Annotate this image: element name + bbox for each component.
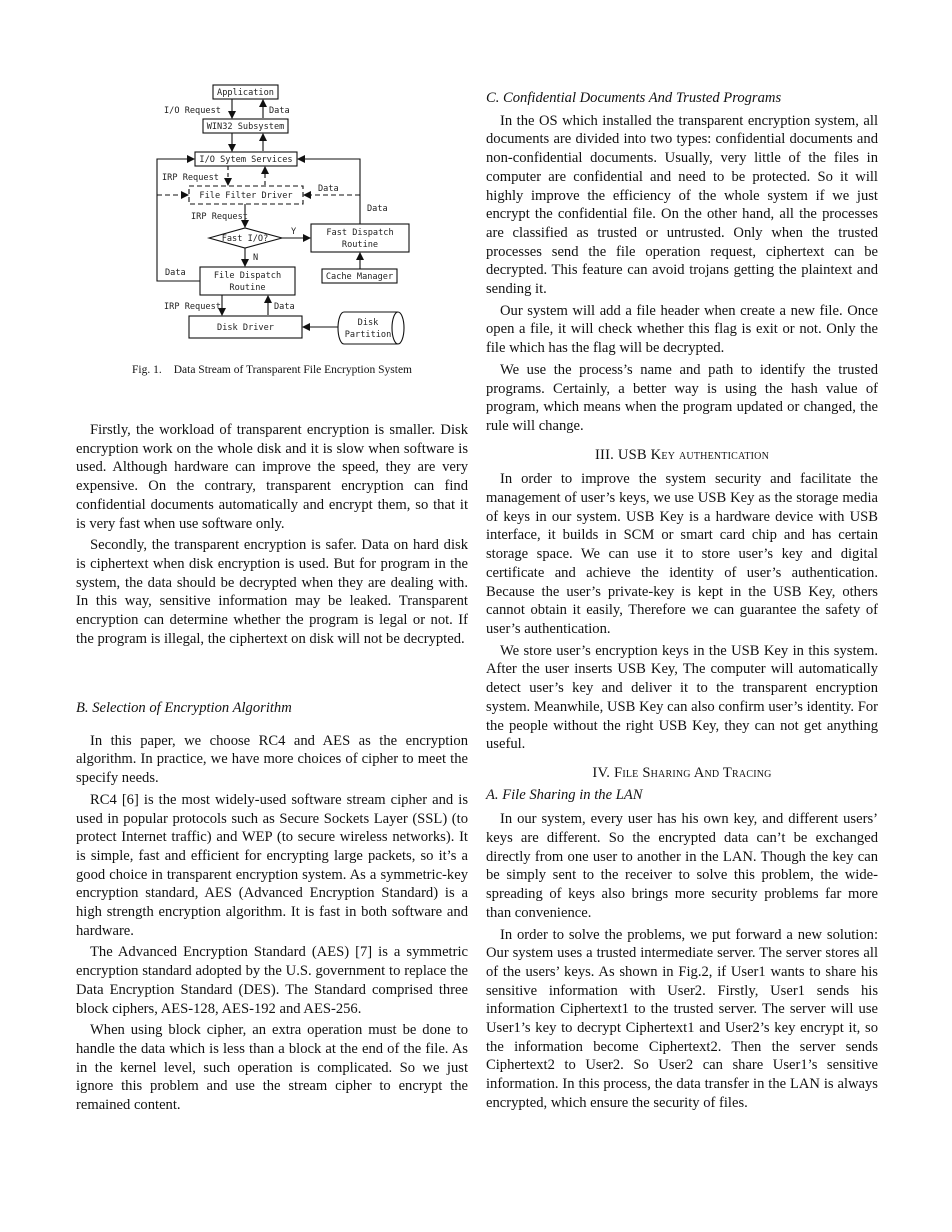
figure-caption (76, 364, 468, 376)
figure-caption-number: Fig. 1. (132, 364, 162, 376)
disk-driver-label: Disk Driver (217, 323, 274, 333)
paragraph: In the OS which installed the transparent encryption system, all documents are divided into two types: confidential documents and non-confidential documents. Usually, very little of the files in computer are confidential and need to be protected. So it will highly improve the efficiency of the whole system if we just encrypt the confidential file. On the other hand, all the processes are classified as trusted or untrusted. Only when the trusted processes send the file operation request, ciphertext can be decrypted. This feature can avoid trojans getting the plaintext and sending it. (486, 112, 878, 298)
right-column (486, 89, 878, 1113)
paragraph: Firstly, the workload of transparent encryption is smaller. Disk encryption work on the whole disk and it is slow when software is used. Although hardware can improve the speed, they are very expensive. On the contrary, transparent encryption can find confidential documents automatically and encrypt them, so that it is very fast when use software only. (76, 422, 468, 532)
paragraph: In our system, every user has his own key, and different users’ keys are different. So the encrypted data can’t be exchanged directly from one user to another in the LAN. Though the key can be simply sent to the receiver to solve this problem, the wide-spreading of keys also brings more security problems far more than convenience. (486, 811, 878, 921)
data-label-filter: Data (318, 184, 339, 194)
section-3-heading: III. USB Key authentication (594, 446, 770, 463)
file-dispatch-label-2: Routine (229, 283, 266, 293)
data-label-left: Data (165, 268, 186, 278)
file-filter-label: File Filter Driver (199, 191, 293, 201)
disk-partition-label-2: Partition (344, 330, 392, 340)
irp-request-label-top: IRP Request (162, 173, 219, 183)
paragraph: Secondly, the transparent encryption is safer. Data on hard disk is ciphertext when disk encryption is used. But for program in the system, the data should be decrypted when they are dealing with. In this way, sensitive information may be leaked. Transparent encryption can determine whether the program is legal or not. If the program is illegal, the ciphertext on disk will not be decrypted. (76, 537, 468, 647)
paragraph: We use the process’s name and path to identify the trusted programs. Certainly, a better way is using the hash value of program, which means when the program updated or changed, the rule will change. (486, 361, 878, 434)
data-label-disk: Data (274, 302, 295, 312)
paragraph: When using block cipher, an extra operation must be done to handle the data which is less than a block at the end of the file. As in the kernel level, such operation is complicated. So we just ignore this problem and use the stream cipher to encrypt the remained content. (76, 1022, 468, 1114)
section-4a-heading: A. File Sharing in the LAN (486, 786, 643, 803)
section-c-heading: C. Confidential Documents And Trusted Programs (486, 90, 782, 106)
irp-request-label-mid: IRP Request (191, 212, 248, 222)
fast-io-label: Fast I/O? (221, 234, 269, 244)
left-column-intro (76, 421, 468, 648)
yes-label: Y (291, 227, 297, 237)
win32-label: WIN32 Subsystem (206, 122, 285, 132)
cache-manager-label: Cache Manager (325, 272, 394, 282)
file-dispatch-label-1: File Dispatch (213, 271, 282, 281)
io-services-label: I/O Sytem Services (199, 155, 293, 165)
irp-request-label-bottom: IRP Request (164, 302, 221, 312)
paragraph: We store user’s encryption keys in the USB Key in this system. After the user inserts USB Key, The computer will automatically detect user’s key and deliver it to the transparent encryption system. Meanwhile, USB Key can also confirm user’s identity. For the people without the right USB Key, they can not get anything useful. (486, 642, 878, 753)
fast-dispatch-label-2: Routine (341, 240, 379, 250)
paragraph: In order to improve the system security and facilitate the management of user’s keys, we use USB Key as the storage media of keys in our system. USB Key is a hardware device with USB interface, it builds in SCM or smart card chip and has certain storage space. We can use it to store user’s key and digital certificate and achieve the identity of user’s authentication. Because the user’s private-key is kept in the USB Key, others cannot obtain it easily, Therefore we can guarantee the safety of user’s authentication. (486, 471, 878, 637)
data-label-fast-dispatch: Data (367, 204, 388, 214)
io-request-label: I/O Request (164, 106, 221, 116)
paragraph: RC4 [6] is the most widely-used software stream cipher and is used in popular protocols such as Secure Sockets Layer (SSL) (to protect Internet traffic) and WEP (to secure wireless networks). It is simple, fast and efficient for encrypting large packets, so it’s a good choice in transparent encryption system. As a symmetric-key encryption standard, AES (Advanced Encryption Standard) is a high strength encryption algorithm. It is fast in both software and hardware. (76, 791, 468, 939)
section-4-heading: IV. File Sharing And Tracing (592, 764, 772, 781)
fast-dispatch-label-1: Fast Dispatch (326, 228, 394, 238)
paragraph: In this paper, we choose RC4 and AES as the encryption algorithm. In practice, we have more choices of cipher to meet the specify needs. (76, 732, 468, 787)
application-label: Application (217, 88, 274, 98)
paragraph: In order to solve the problems, we put forward a new solution: Our system uses a trusted intermediate server. The server stores all of the users’ keys. As shown in Fig.2, if User1 wants to share his sensitive information with User2. Firstly, User1 sends his information Ciphertext1 to the trusted server. The server will use User1’s key to decrypt Ciphertext1 and User2’s key encrypt it, so the information become Ciphertext2. Then the server sends Ciphertext2 to User2. So User2 can share User1’s sensitive information. In this process, the data transfer in the LAN is always encrypted, which ensure the security of files. (486, 926, 878, 1111)
disk-partition-label-1: Disk (357, 318, 379, 328)
paragraph: Our system will add a file header when create a new file. Once open a file, it will check whether this flag is exit or not. Only the file which has the flag will be decrypted. (486, 302, 878, 357)
section-b (76, 699, 468, 1115)
figure-caption-text: Data Stream of Transparent File Encryption System (173, 364, 412, 376)
section-b-heading: B. Selection of Encryption Algorithm (76, 700, 292, 716)
no-label: N (253, 253, 259, 263)
data-label-win32: Data (269, 106, 290, 116)
figure-data-stream-diagram (150, 80, 425, 355)
paragraph: The Advanced Encryption Standard (AES) [7] is a symmetric encryption standard adopted by the U.S. government to replace the Data Encryption Standard (DES). The Standard comprised three block ciphers, AES-128, AES-192 and AES-256. (76, 944, 468, 1017)
